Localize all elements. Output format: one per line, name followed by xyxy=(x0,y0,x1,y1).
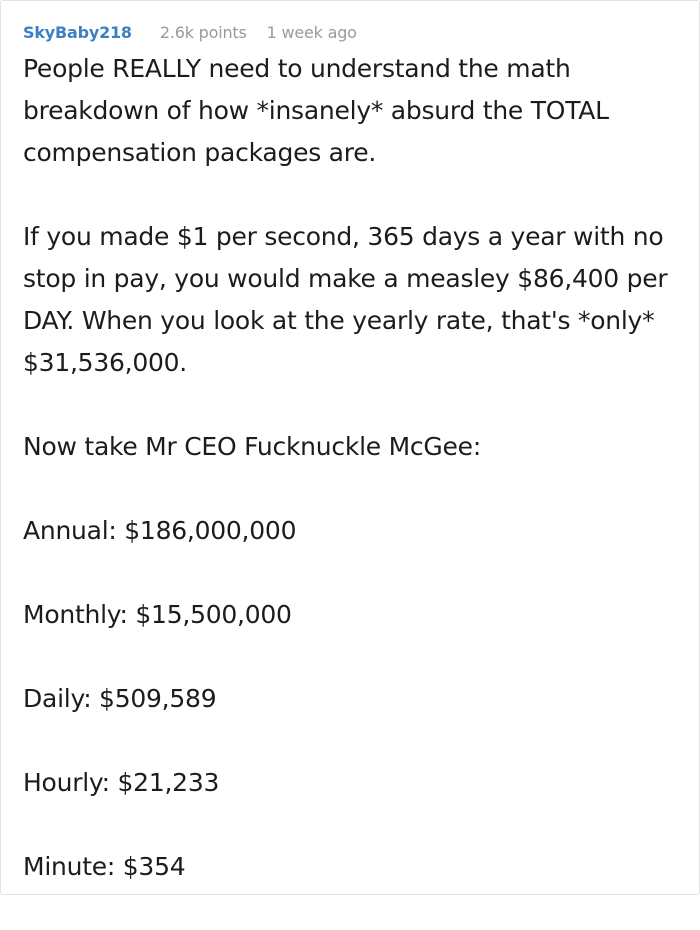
comment-author-link[interactable]: SkyBaby218 xyxy=(23,22,132,42)
comment-paragraph: Minute: $354 xyxy=(23,852,186,881)
comment-paragraph: Daily: $509,589 xyxy=(23,684,217,713)
comment-points: 2.6k points xyxy=(159,22,247,42)
comment-body xyxy=(23,48,683,930)
comment-meta xyxy=(23,21,357,43)
comment-paragraph: Monthly: $15,500,000 xyxy=(23,600,292,629)
comment-timestamp: 1 week ago xyxy=(266,22,357,42)
comment-paragraph: Annual: $186,000,000 xyxy=(23,516,297,545)
comment-paragraph: People REALLY need to understand the math breakdown of how *insanely* absurd the TOTAL compensation packages are. xyxy=(23,54,609,167)
comment-paragraph: Now take Mr CEO Fucknuckle McGee: xyxy=(23,432,481,461)
comment-paragraph: Hourly: $21,233 xyxy=(23,768,220,797)
comment-paragraph: If you made $1 per second, 365 days a year with no stop in pay, you would make a measley $86,400 per DAY. When you look at the yearly rate, that's *only* $31,536,000. xyxy=(23,222,668,377)
